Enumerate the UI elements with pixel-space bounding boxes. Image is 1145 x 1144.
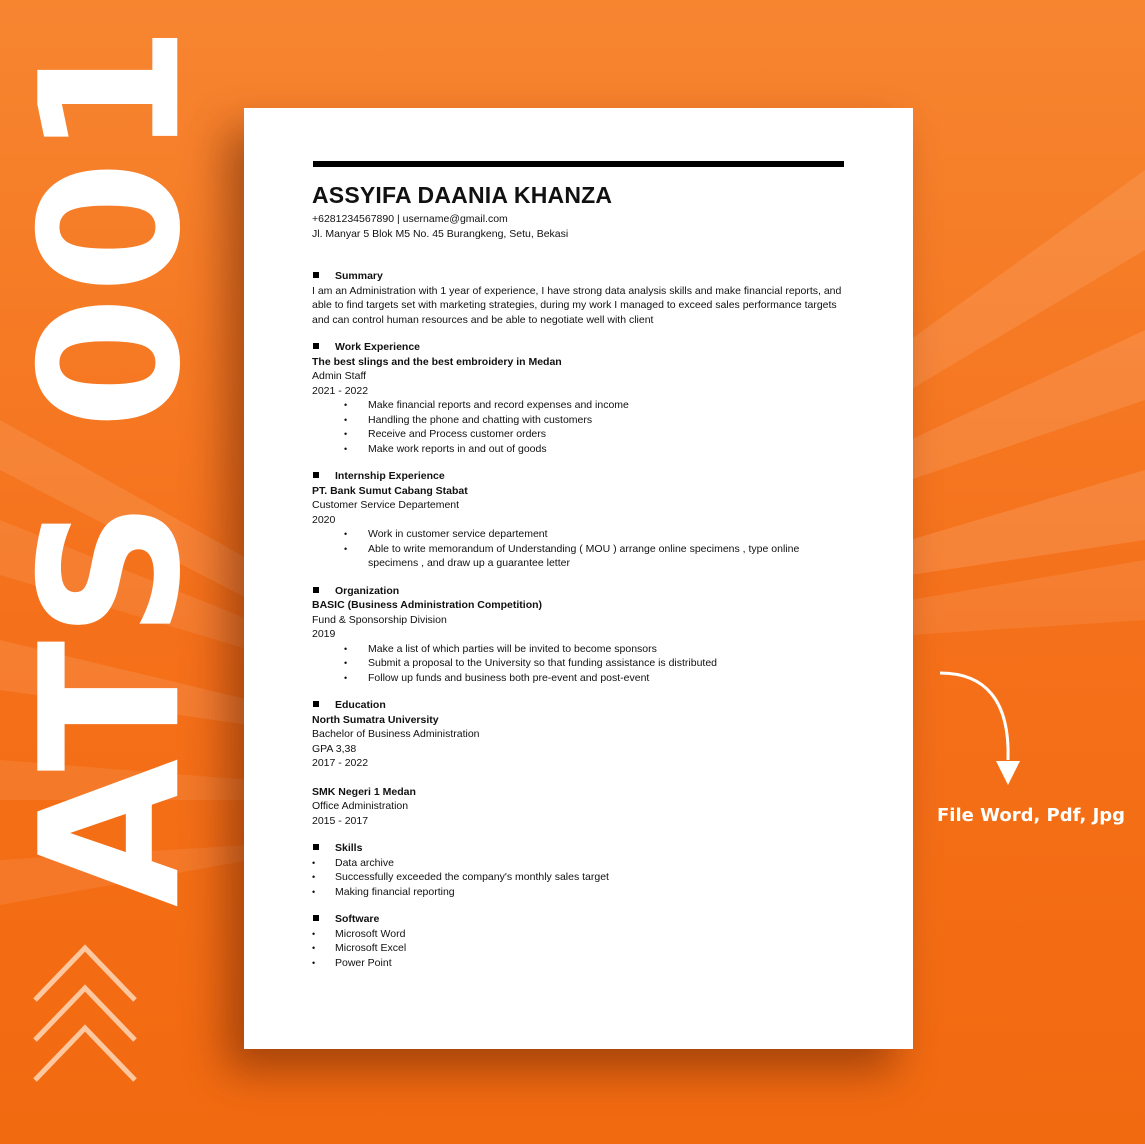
internship-period: 2020	[312, 513, 336, 526]
internship-role: Customer Service Departement	[312, 499, 460, 511]
summary-text: I am an Administration with 1 year of experience, I have strong data analysis skills and make financial reports, and able to find targets set with marketing strategies, during my work I managed to exceed sales performance targets and can control human resources and be able to negotiate well with client	[312, 284, 842, 326]
contact-line: +6281234567890 | username@gmail.com	[312, 213, 508, 225]
work-period: 2021 - 2022	[312, 384, 369, 397]
organization-period: 2019	[312, 628, 336, 640]
section-heading: Organization	[312, 584, 852, 599]
school-name: SMK Negeri 1 Medan	[312, 785, 416, 798]
internship-company: PT. Bank Sumut Cabang Stabat	[312, 484, 468, 497]
school-gpa: GPA 3,38	[312, 742, 357, 755]
school-period: 2015 - 2017	[312, 814, 369, 827]
list-item: • Follow up funds and business both pre-event and post-event	[312, 671, 852, 686]
header-rule	[313, 161, 844, 167]
work-role: Admin Staff	[312, 370, 367, 382]
list-item: • Microsoft Word	[312, 927, 852, 942]
list-item: • Power Point	[312, 956, 852, 971]
address: Jl. Manyar 5 Blok M5 No. 45 Burangkeng, Setu, Bekasi	[312, 227, 569, 240]
list-item: • Work in customer service departement	[312, 527, 852, 542]
section-heading: Software	[312, 912, 852, 927]
organization-role: Fund & Sponsorship Division	[312, 613, 447, 626]
school-name: North Sumatra University	[312, 713, 439, 726]
chevron-up-icon	[30, 940, 140, 1090]
list-item: • Submit a proposal to the University so that funding assistance is distributed	[312, 656, 852, 671]
list-item: • Receive and Process customer orders	[312, 427, 852, 442]
list-item: • Make work reports in and out of goods	[312, 442, 852, 457]
skills-section	[312, 841, 852, 899]
school-period: 2017 - 2022	[312, 757, 369, 769]
section-heading: Work Experience	[312, 340, 852, 355]
file-formats-note: File Word, Pdf, Jpg	[937, 805, 1126, 826]
list-item: • Microsoft Excel	[312, 941, 852, 956]
section-heading: Summary	[312, 269, 852, 284]
organization-name: BASIC (Business Administration Competition)	[312, 599, 543, 611]
software-section	[312, 912, 852, 970]
section-heading: Internship Experience	[312, 469, 852, 484]
list-item: • Successfully exceeded the company's monthly sales target	[312, 870, 852, 885]
school-program: Office Administration	[312, 800, 409, 812]
school-program: Bachelor of Business Administration	[312, 728, 480, 740]
summary-section	[312, 269, 852, 327]
section-heading: Skills	[312, 841, 852, 856]
work-section	[312, 340, 852, 456]
resume-page	[244, 108, 913, 1049]
template-title: ATS 001	[0, 22, 224, 908]
section-heading: Education	[312, 698, 852, 713]
list-item: • Making financial reporting	[312, 885, 852, 900]
resume-name: ASSYIFA DAANIA KHANZA	[312, 182, 613, 208]
list-item: • Make financial reports and record expenses and income	[312, 398, 852, 413]
education-section	[312, 698, 852, 828]
list-item: • Make a list of which parties will be invited to become sponsors	[312, 642, 852, 657]
work-company: The best slings and the best embroidery in Medan	[312, 355, 562, 368]
list-item: • Data archive	[312, 856, 852, 871]
list-item: • Handling the phone and chatting with customers	[312, 413, 852, 428]
curved-arrow-icon	[930, 665, 1030, 795]
organization-section	[312, 584, 852, 686]
list-item: • Able to write memorandum of Understanding ( MOU ) arrange online specimens , type online specimens , and draw up a guarantee letter	[312, 542, 852, 571]
internship-section	[312, 469, 852, 571]
